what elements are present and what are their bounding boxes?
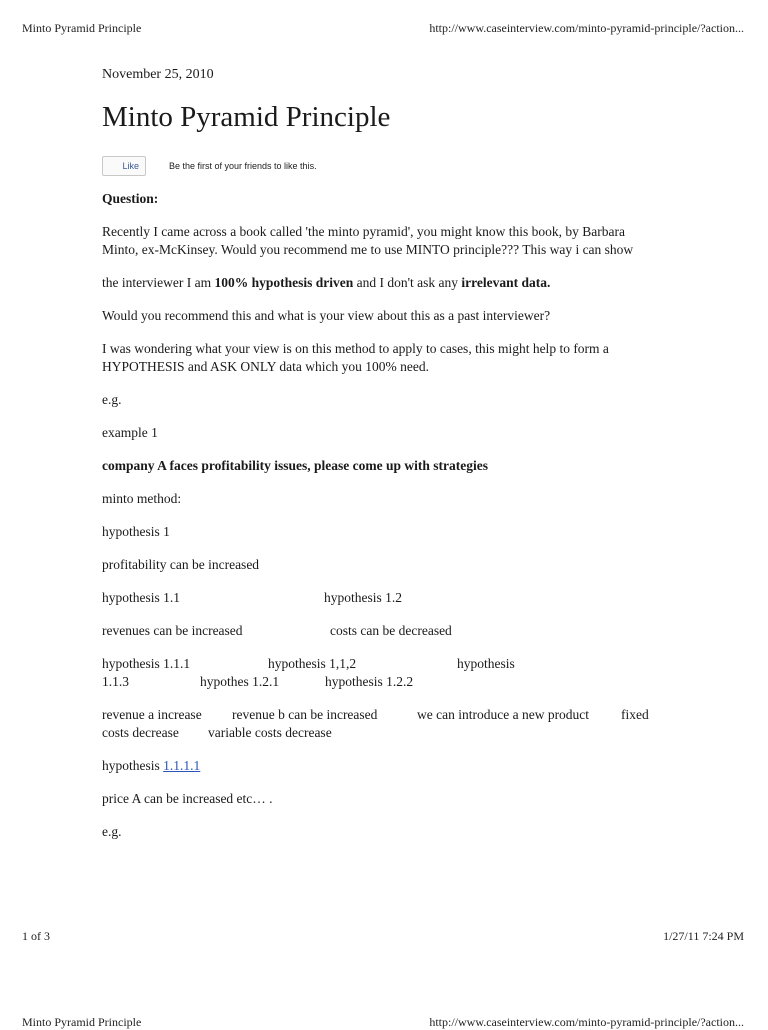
question-paragraph-2 (102, 274, 662, 292)
question-paragraph-1: Recently I came across a book called 'the minto pyramid', you might know this book, by Barbara Minto, ex-McKinsey. Would you recommend me to use MINTO principle??? This way i can show (102, 224, 634, 257)
profitability-text: profitability can be increased (102, 557, 260, 572)
hypothesis-row-1 (102, 589, 662, 607)
eg-label-2: e.g. (102, 824, 122, 839)
hypothesis-link-row (102, 757, 662, 775)
new-product-text: we can introduce a new product (417, 707, 590, 722)
para2-bold-1: 100% hypothesis driven (214, 275, 354, 290)
price-text: price A can be increased etc… . (102, 791, 273, 806)
like-count-text: Be the first of your friends to like this. (169, 161, 317, 171)
like-button-label: Like (122, 161, 139, 171)
print-header-title: Minto Pyramid Principle (22, 21, 142, 35)
question-paragraph-4: I was wondering what your view is on this method to apply to cases, this might help to form a HYPOTHESIS and ASK ONLY data which you 100% need. (102, 341, 609, 374)
revenue-b-text: revenue b can be increased (232, 707, 378, 722)
question-label: Question: (102, 191, 159, 206)
costs-decrease-text: costs decrease (102, 725, 179, 740)
para2-text-1: the interviewer I am (102, 275, 215, 290)
revenues-text: revenues can be increased (102, 623, 243, 638)
example-label: example 1 (102, 425, 158, 440)
hypothesis-link-prefix: hypothesis (102, 758, 164, 773)
like-widget (102, 154, 662, 178)
hypothesis-1-2-1: hypothes 1.2.1 (200, 674, 280, 689)
para2-bold-2: irrelevant data. (461, 275, 551, 290)
revenue-a-text: revenue a increase (102, 707, 202, 722)
costs-text: costs can be decreased (330, 623, 452, 638)
hypothesis-1-1-1-1-link[interactable]: 1.1.1.1 (163, 758, 201, 773)
hypothesis-1-1-3-label: hypothesis (457, 656, 515, 671)
minto-method-label: minto method: (102, 491, 182, 506)
page2-header-url: http://www.caseinterview.com/minto-pyramid-principle/?action... (429, 1015, 744, 1029)
fixed-text: fixed (621, 707, 649, 722)
company-statement: company A faces profitability issues, please come up with strategies (102, 458, 488, 473)
hypothesis-row-3 (102, 655, 662, 691)
like-button[interactable] (102, 156, 146, 176)
hypothesis-1-2-2: hypothesis 1.2.2 (325, 674, 414, 689)
eg-label-1: e.g. (102, 392, 122, 407)
page-title: Minto Pyramid Principle (102, 101, 391, 133)
page2-header-title: Minto Pyramid Principle (22, 1015, 142, 1029)
hypothesis-row-2 (102, 622, 662, 640)
print-footer-datetime: 1/27/11 7:24 PM (663, 929, 744, 943)
question-paragraph-3: Would you recommend this and what is your view about this as a past interviewer? (102, 308, 551, 323)
variable-costs-text: variable costs decrease (208, 725, 332, 740)
hypothesis-1-1: hypothesis 1.1 (102, 590, 181, 605)
hypothesis-row-4 (102, 706, 662, 742)
print-footer-page: 1 of 3 (22, 929, 50, 943)
article (102, 66, 662, 856)
hypothesis-1: hypothesis 1 (102, 524, 170, 539)
hypothesis-1-1-2: hypothesis 1,1,2 (268, 656, 357, 671)
hypothesis-1-1-1: hypothesis 1.1.1 (102, 656, 191, 671)
hypothesis-1-2: hypothesis 1.2 (324, 590, 403, 605)
para2-text-2: and I don't ask any (353, 275, 462, 290)
hypothesis-1-1-3-number: 1.1.3 (102, 674, 129, 689)
print-header-url: http://www.caseinterview.com/minto-pyramid-principle/?action... (429, 21, 744, 35)
post-date: November 25, 2010 (102, 67, 214, 82)
